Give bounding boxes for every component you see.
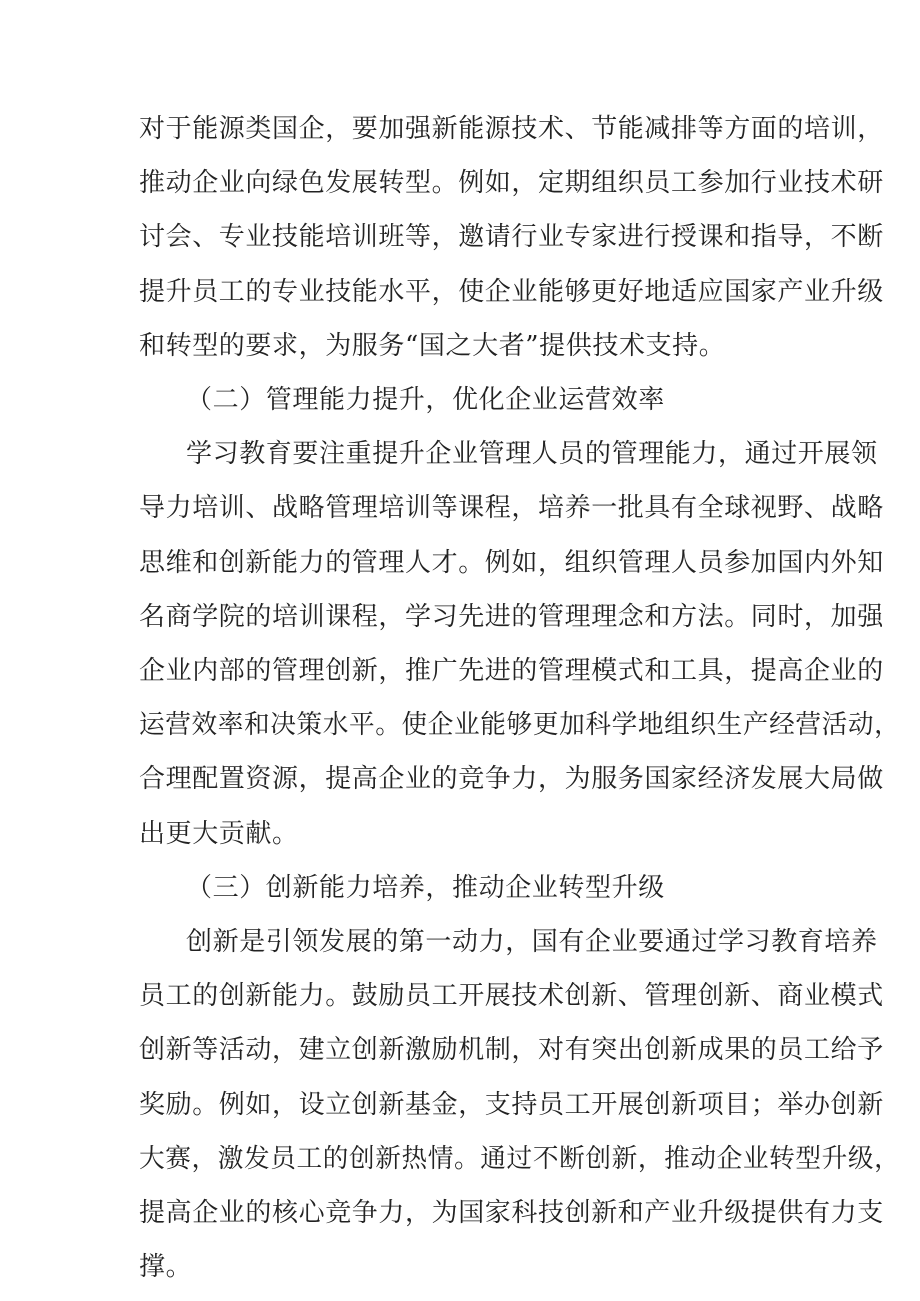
text-line: 思维和创新能力的管理人才。例如，组织管理人员参加国内外知 bbox=[139, 547, 884, 578]
text-line: 员工的创新能力。鼓励员工开展技术创新、管理创新、商业模式 bbox=[139, 981, 884, 1012]
text-line: 出更大贡献。 bbox=[139, 818, 299, 849]
text-line: 运营效率和决策水平。使企业能够更加科学地组织生产经营活动， bbox=[139, 710, 901, 741]
text-line: 企业内部的管理创新，推广先进的管理模式和工具，提高企业的 bbox=[139, 656, 884, 686]
text-line: 讨会、专业技能培训班等，邀请行业专家进行授课和指导，不断 bbox=[139, 222, 884, 253]
text-line: 大赛，激发员工的创新热情。通过不断创新，推动企业转型升级， bbox=[139, 1143, 901, 1174]
text-line: 名商学院的培训课程，学习先进的管理理念和方法。同时，加强 bbox=[139, 601, 884, 632]
text-line: 奖励。例如，设立创新基金，支持员工开展创新项目；举办创新 bbox=[139, 1089, 884, 1120]
text-line: 撑。 bbox=[139, 1252, 193, 1283]
section-heading: （二）管理能力提升，优化企业运营效率 bbox=[186, 385, 665, 415]
text-line: 提升员工的专业技能水平，使企业能够更好地适应国家产业升级 bbox=[139, 276, 884, 307]
text-line: 和转型的要求，为服务“国之大者”提供技术支持。 bbox=[139, 330, 726, 361]
section-heading: （三）创新能力培养，推动企业转型升级 bbox=[186, 872, 665, 903]
text-line: 对于能源类国企，要加强新能源技术、节能减排等方面的培训， bbox=[139, 114, 884, 144]
text-line: 合理配置资源，提高企业的竞争力，为服务国家经济发展大局做 bbox=[139, 764, 884, 795]
text-line: 创新等活动，建立创新激励机制，对有突出创新成果的员工给予 bbox=[139, 1035, 884, 1066]
text-line: 导力培训、战略管理培训等课程，培养一批具有全球视野、战略 bbox=[139, 493, 884, 524]
text-line: 提高企业的核心竞争力，为国家科技创新和产业升级提供有力支 bbox=[139, 1198, 884, 1228]
text-line: 推动企业向绿色发展转型。例如，定期组织员工参加行业技术研 bbox=[139, 168, 884, 199]
text-line: 学习教育要注重提升企业管理人员的管理能力，通过开展领 bbox=[186, 439, 878, 470]
text-line: 创新是引领发展的第一动力，国有企业要通过学习教育培养 bbox=[186, 927, 878, 957]
